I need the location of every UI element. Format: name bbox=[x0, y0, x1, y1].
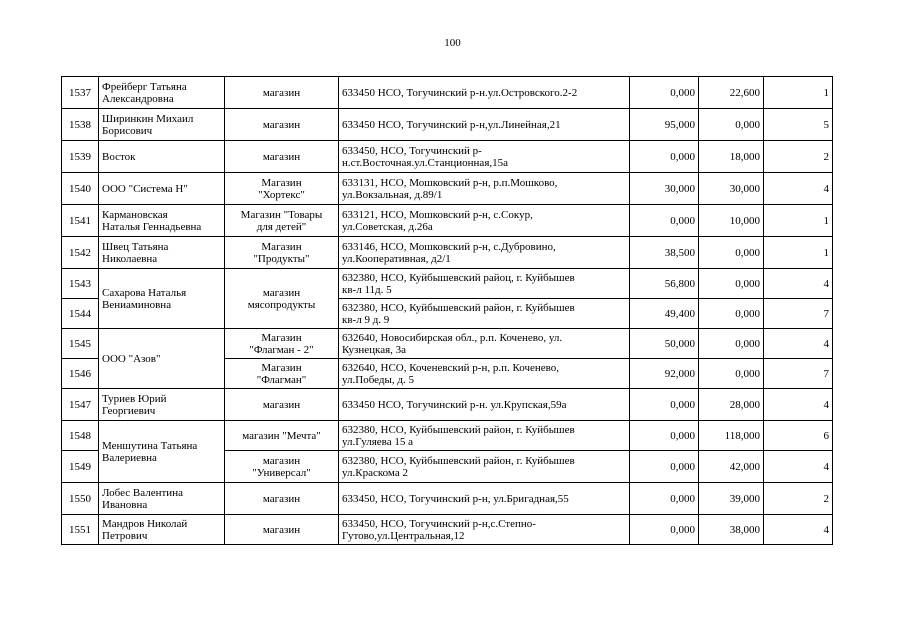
value-2: 118,000 bbox=[699, 421, 764, 451]
value-2: 0,000 bbox=[699, 269, 764, 299]
table-row bbox=[62, 237, 833, 269]
owner-name: Кармановская Наталья Геннадьевна bbox=[99, 205, 225, 237]
row-number: 1537 bbox=[62, 77, 99, 109]
object-type: магазин мясопродукты bbox=[225, 269, 339, 329]
value-2: 30,000 bbox=[699, 173, 764, 205]
value-2: 39,000 bbox=[699, 483, 764, 515]
table-row bbox=[62, 173, 833, 205]
row-number: 1543 bbox=[62, 269, 99, 299]
owner-name: Ширинкин Михаил Борисович bbox=[99, 109, 225, 141]
table-row bbox=[62, 421, 833, 451]
row-number: 1545 bbox=[62, 329, 99, 359]
value-2: 0,000 bbox=[699, 359, 764, 389]
row-number: 1551 bbox=[62, 515, 99, 545]
value-1: 38,500 bbox=[630, 237, 699, 269]
owner-name: Фрейберг Татьяна Александровна bbox=[99, 77, 225, 109]
table-row bbox=[62, 269, 833, 299]
object-type: магазин bbox=[225, 389, 339, 421]
value-2: 0,000 bbox=[699, 109, 764, 141]
address: 633450 НСО, Тогучинский р-н. ул.Крупская,59а bbox=[339, 389, 630, 421]
address: 633121, НСО, Мошковский р-н, с.Сокур, ул.Советская, д.26а bbox=[339, 205, 630, 237]
registry-table bbox=[61, 76, 833, 545]
object-type: магазин bbox=[225, 515, 339, 545]
value-3: 5 bbox=[764, 109, 833, 141]
value-1: 49,400 bbox=[630, 299, 699, 329]
table-row bbox=[62, 141, 833, 173]
value-1: 0,000 bbox=[630, 141, 699, 173]
value-2: 38,000 bbox=[699, 515, 764, 545]
value-2: 0,000 bbox=[699, 329, 764, 359]
row-number: 1544 bbox=[62, 299, 99, 329]
address: 632380, НСО, Куйбышевский район, г. Куйбышев ул.Гуляева 15 а bbox=[339, 421, 630, 451]
owner-name: Туриев Юрий Георгиевич bbox=[99, 389, 225, 421]
value-3: 2 bbox=[764, 141, 833, 173]
value-3: 7 bbox=[764, 359, 833, 389]
value-1: 0,000 bbox=[630, 389, 699, 421]
owner-name: ООО "Азов" bbox=[99, 329, 225, 389]
owner-name: Сахарова Наталья Вениаминовна bbox=[99, 269, 225, 329]
value-3: 4 bbox=[764, 173, 833, 205]
value-3: 4 bbox=[764, 389, 833, 421]
value-3: 1 bbox=[764, 205, 833, 237]
value-1: 95,000 bbox=[630, 109, 699, 141]
table-row bbox=[62, 329, 833, 359]
row-number: 1541 bbox=[62, 205, 99, 237]
address: 633450, НСО, Тогучинский р- н.ст.Восточная.ул.Станционная,15а bbox=[339, 141, 630, 173]
value-1: 56,800 bbox=[630, 269, 699, 299]
table-row bbox=[62, 483, 833, 515]
address: 632380, НСО, Куйбышевский район, г. Куйбышев ул.Краскома 2 bbox=[339, 451, 630, 483]
row-number: 1549 bbox=[62, 451, 99, 483]
object-type: Магазин "Продукты" bbox=[225, 237, 339, 269]
object-type: Магазин "Хортекс" bbox=[225, 173, 339, 205]
value-2: 10,000 bbox=[699, 205, 764, 237]
object-type: Магазин "Товары для детей" bbox=[225, 205, 339, 237]
value-2: 0,000 bbox=[699, 299, 764, 329]
value-2: 0,000 bbox=[699, 237, 764, 269]
value-1: 0,000 bbox=[630, 77, 699, 109]
address: 633450 НСО, Тогучинский р-н,ул.Линейная,21 bbox=[339, 109, 630, 141]
value-3: 4 bbox=[764, 269, 833, 299]
address: 632640, НСО, Коченевский р-н, р.п. Коченево, ул.Победы, д. 5 bbox=[339, 359, 630, 389]
row-number: 1540 bbox=[62, 173, 99, 205]
row-number: 1548 bbox=[62, 421, 99, 451]
object-type: Магазин "Флагман - 2" bbox=[225, 329, 339, 359]
address: 633146, НСО, Мошковский р-н, с.Дубровино, ул.Кооперативная, д2/1 bbox=[339, 237, 630, 269]
object-type: магазин bbox=[225, 77, 339, 109]
table-row bbox=[62, 205, 833, 237]
value-1: 0,000 bbox=[630, 483, 699, 515]
value-2: 18,000 bbox=[699, 141, 764, 173]
owner-name: Лобес Валентина Ивановна bbox=[99, 483, 225, 515]
owner-name: Меншутина Татьяна Валериевна bbox=[99, 421, 225, 483]
object-type: Магазин "Флагман" bbox=[225, 359, 339, 389]
address: 633450 НСО, Тогучинский р-н.ул.Островского.2-2 bbox=[339, 77, 630, 109]
value-3: 4 bbox=[764, 451, 833, 483]
value-3: 4 bbox=[764, 329, 833, 359]
table-row bbox=[62, 109, 833, 141]
row-number: 1547 bbox=[62, 389, 99, 421]
row-number: 1538 bbox=[62, 109, 99, 141]
value-3: 7 bbox=[764, 299, 833, 329]
row-number: 1542 bbox=[62, 237, 99, 269]
value-3: 1 bbox=[764, 77, 833, 109]
value-1: 0,000 bbox=[630, 205, 699, 237]
owner-name: Восток bbox=[99, 141, 225, 173]
value-3: 4 bbox=[764, 515, 833, 545]
value-2: 42,000 bbox=[699, 451, 764, 483]
value-3: 2 bbox=[764, 483, 833, 515]
object-type: магазин bbox=[225, 483, 339, 515]
address: 632380, НСО, Куйбышевский райоц, г. Куйбышев кв-л 11д. 5 bbox=[339, 269, 630, 299]
page-number: 100 bbox=[444, 37, 461, 49]
value-1: 0,000 bbox=[630, 515, 699, 545]
table-row bbox=[62, 77, 833, 109]
address: 632380, НСО, Куйбышевский район, г. Куйбышев кв-л 9 д. 9 bbox=[339, 299, 630, 329]
value-1: 0,000 bbox=[630, 451, 699, 483]
value-3: 1 bbox=[764, 237, 833, 269]
owner-name: Мандров Николай Петрович bbox=[99, 515, 225, 545]
row-number: 1539 bbox=[62, 141, 99, 173]
value-1: 30,000 bbox=[630, 173, 699, 205]
address: 633450, НСО, Тогучинский р-н, ул.Бригадная,55 bbox=[339, 483, 630, 515]
table-row bbox=[62, 515, 833, 545]
row-number: 1550 bbox=[62, 483, 99, 515]
object-type: магазин bbox=[225, 141, 339, 173]
owner-name: ООО "Система Н" bbox=[99, 173, 225, 205]
object-type: магазин "Универсал" bbox=[225, 451, 339, 483]
address: 633131, НСО, Мошковский р-н, р.п.Мошково, ул.Вокзальная, д.89/1 bbox=[339, 173, 630, 205]
value-3: 6 bbox=[764, 421, 833, 451]
table-row bbox=[62, 389, 833, 421]
row-number: 1546 bbox=[62, 359, 99, 389]
object-type: магазин bbox=[225, 109, 339, 141]
value-1: 0,000 bbox=[630, 421, 699, 451]
address: 633450, НСО, Тогучинский р-н,с.Степно- Гутово,ул.Центральная,12 bbox=[339, 515, 630, 545]
value-1: 92,000 bbox=[630, 359, 699, 389]
address: 632640, Новосибирская обл., р.п. Коченево, ул. Кузнецкая, 3а bbox=[339, 329, 630, 359]
object-type: магазин "Мечта" bbox=[225, 421, 339, 451]
value-2: 22,600 bbox=[699, 77, 764, 109]
value-1: 50,000 bbox=[630, 329, 699, 359]
owner-name: Швец Татьяна Николаевна bbox=[99, 237, 225, 269]
value-2: 28,000 bbox=[699, 389, 764, 421]
